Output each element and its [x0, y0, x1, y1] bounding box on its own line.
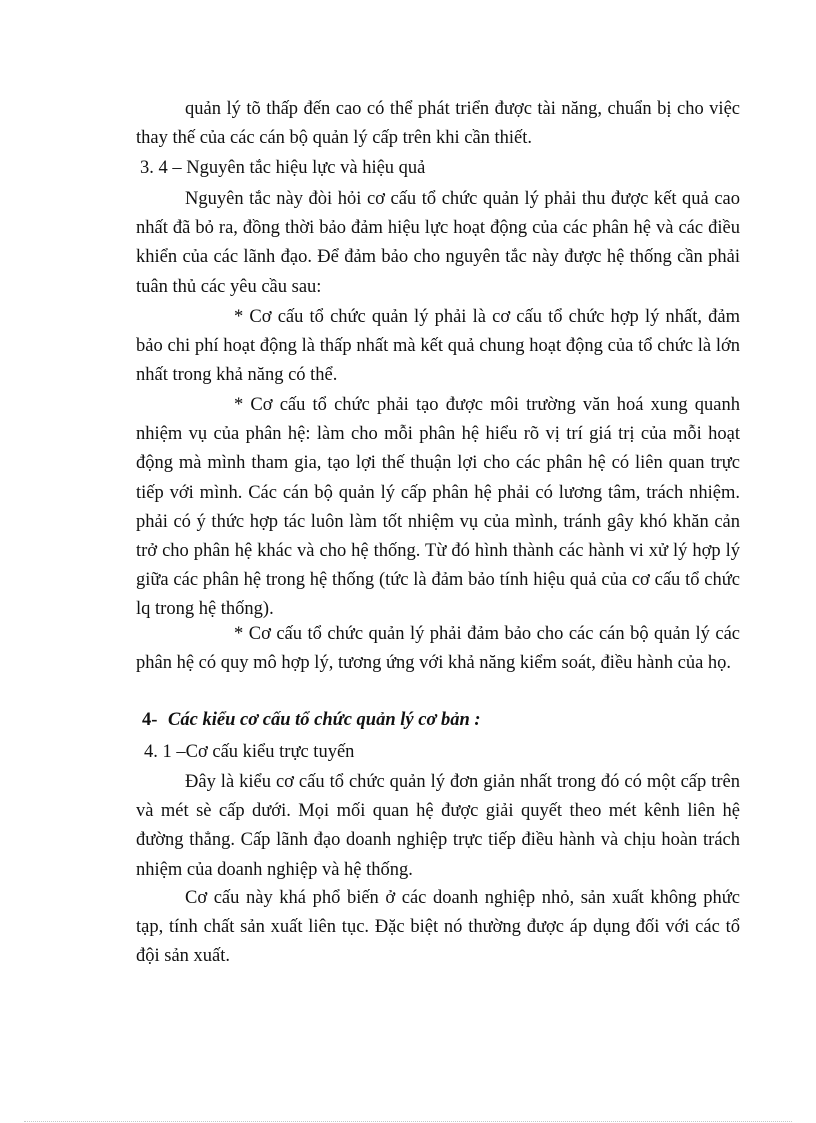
section-heading-4-number: 4-	[142, 710, 158, 730]
bullet-item-3: * Cơ cấu tổ chức quản lý phải đảm bảo cho các cán bộ quản lý các phân hệ có quy mô hợp lý, tương ứng với khả năng kiểm soát, điều hành của họ.	[136, 624, 740, 674]
section-heading-4-1: 4. 1 –Cơ cấu kiểu trực tuyến	[144, 742, 355, 762]
paragraph-common-usage: Cơ cấu này khá phổ biến ở các doanh nghiệp nhỏ, sản xuất không phức tạp, tính chất sản xuất liên tục. Đặc biệt nó thường được áp dụng đối với các tổ đội sản xuất.	[136, 888, 740, 967]
bullet-item-2: * Cơ cấu tổ chức phải tạo được môi trường văn hoá xung quanh nhiệm vụ của phân hệ: làm cho mỗi phân hệ hiểu rõ vị trí giá trị của mỗi hoạt động mà mình tham gia, tạo lợi thế thuận lợi cho các phân hệ có liên quan trực tiếp với mình. Các cán bộ quản lý cấp phân hệ phải có lương tâm, trách nhiệm. phải có ý thức hợp tác luôn làm tốt nhiệm vụ của mình, tránh gây khó khăn cản trở cho phân hệ khác và cho hệ thống. Từ đó hình thành các hành vi xử lý hợp lý giữa các phân hệ trong hệ thống (tức là đảm bảo tính hiệu quả của cơ cấu tổ chức lq trong hệ thống).	[136, 395, 740, 620]
paragraph-direct-structure: Đây là kiểu cơ cấu tổ chức quản lý đơn giản nhất trong đó có một cấp trên và mét sè cấp dưới. Mọi mối quan hệ được giải quyết theo mét kênh liên hệ đường thẳng. Cấp lãnh đạo doanh nghiệp trực tiếp điều hành và chịu hoàn trách nhiệm của doanh nghiệp và hệ thống.	[136, 772, 740, 880]
paragraph-principle: Nguyên tắc này đòi hỏi cơ cấu tổ chức quản lý phải thu được kết quả cao nhất đã bỏ ra, đồng thời bảo đảm hiệu lực hoạt động của các phân hệ và các điều khiển của các lãnh đạo. Để đảm bảo cho nguyên tắc này được hệ thống cần phải tuân thủ các yêu cầu sau:	[136, 189, 740, 297]
bullet-item-1: * Cơ cấu tổ chức quản lý phải là cơ cấu tổ chức hợp lý nhất, đảm bảo chi phí hoạt động là thấp nhất mà kết quả chung hoạt động của tổ chức là lớn nhất trong khả năng có thể.	[136, 307, 740, 386]
section-heading-4-title: Các kiểu cơ cấu tổ chức quản lý cơ bản :	[168, 710, 481, 730]
section-heading-4	[142, 706, 481, 735]
section-heading-3-4: 3. 4 – Nguyên tắc hiệu lực và hiệu quả	[140, 158, 426, 178]
page-bottom-rule	[24, 1121, 792, 1122]
paragraph-continuation: quản lý tõ thấp đến cao có thể phát triển được tài năng, chuẩn bị cho việc thay thế của các cán bộ quản lý cấp trên khi cần thiết.	[136, 99, 740, 149]
